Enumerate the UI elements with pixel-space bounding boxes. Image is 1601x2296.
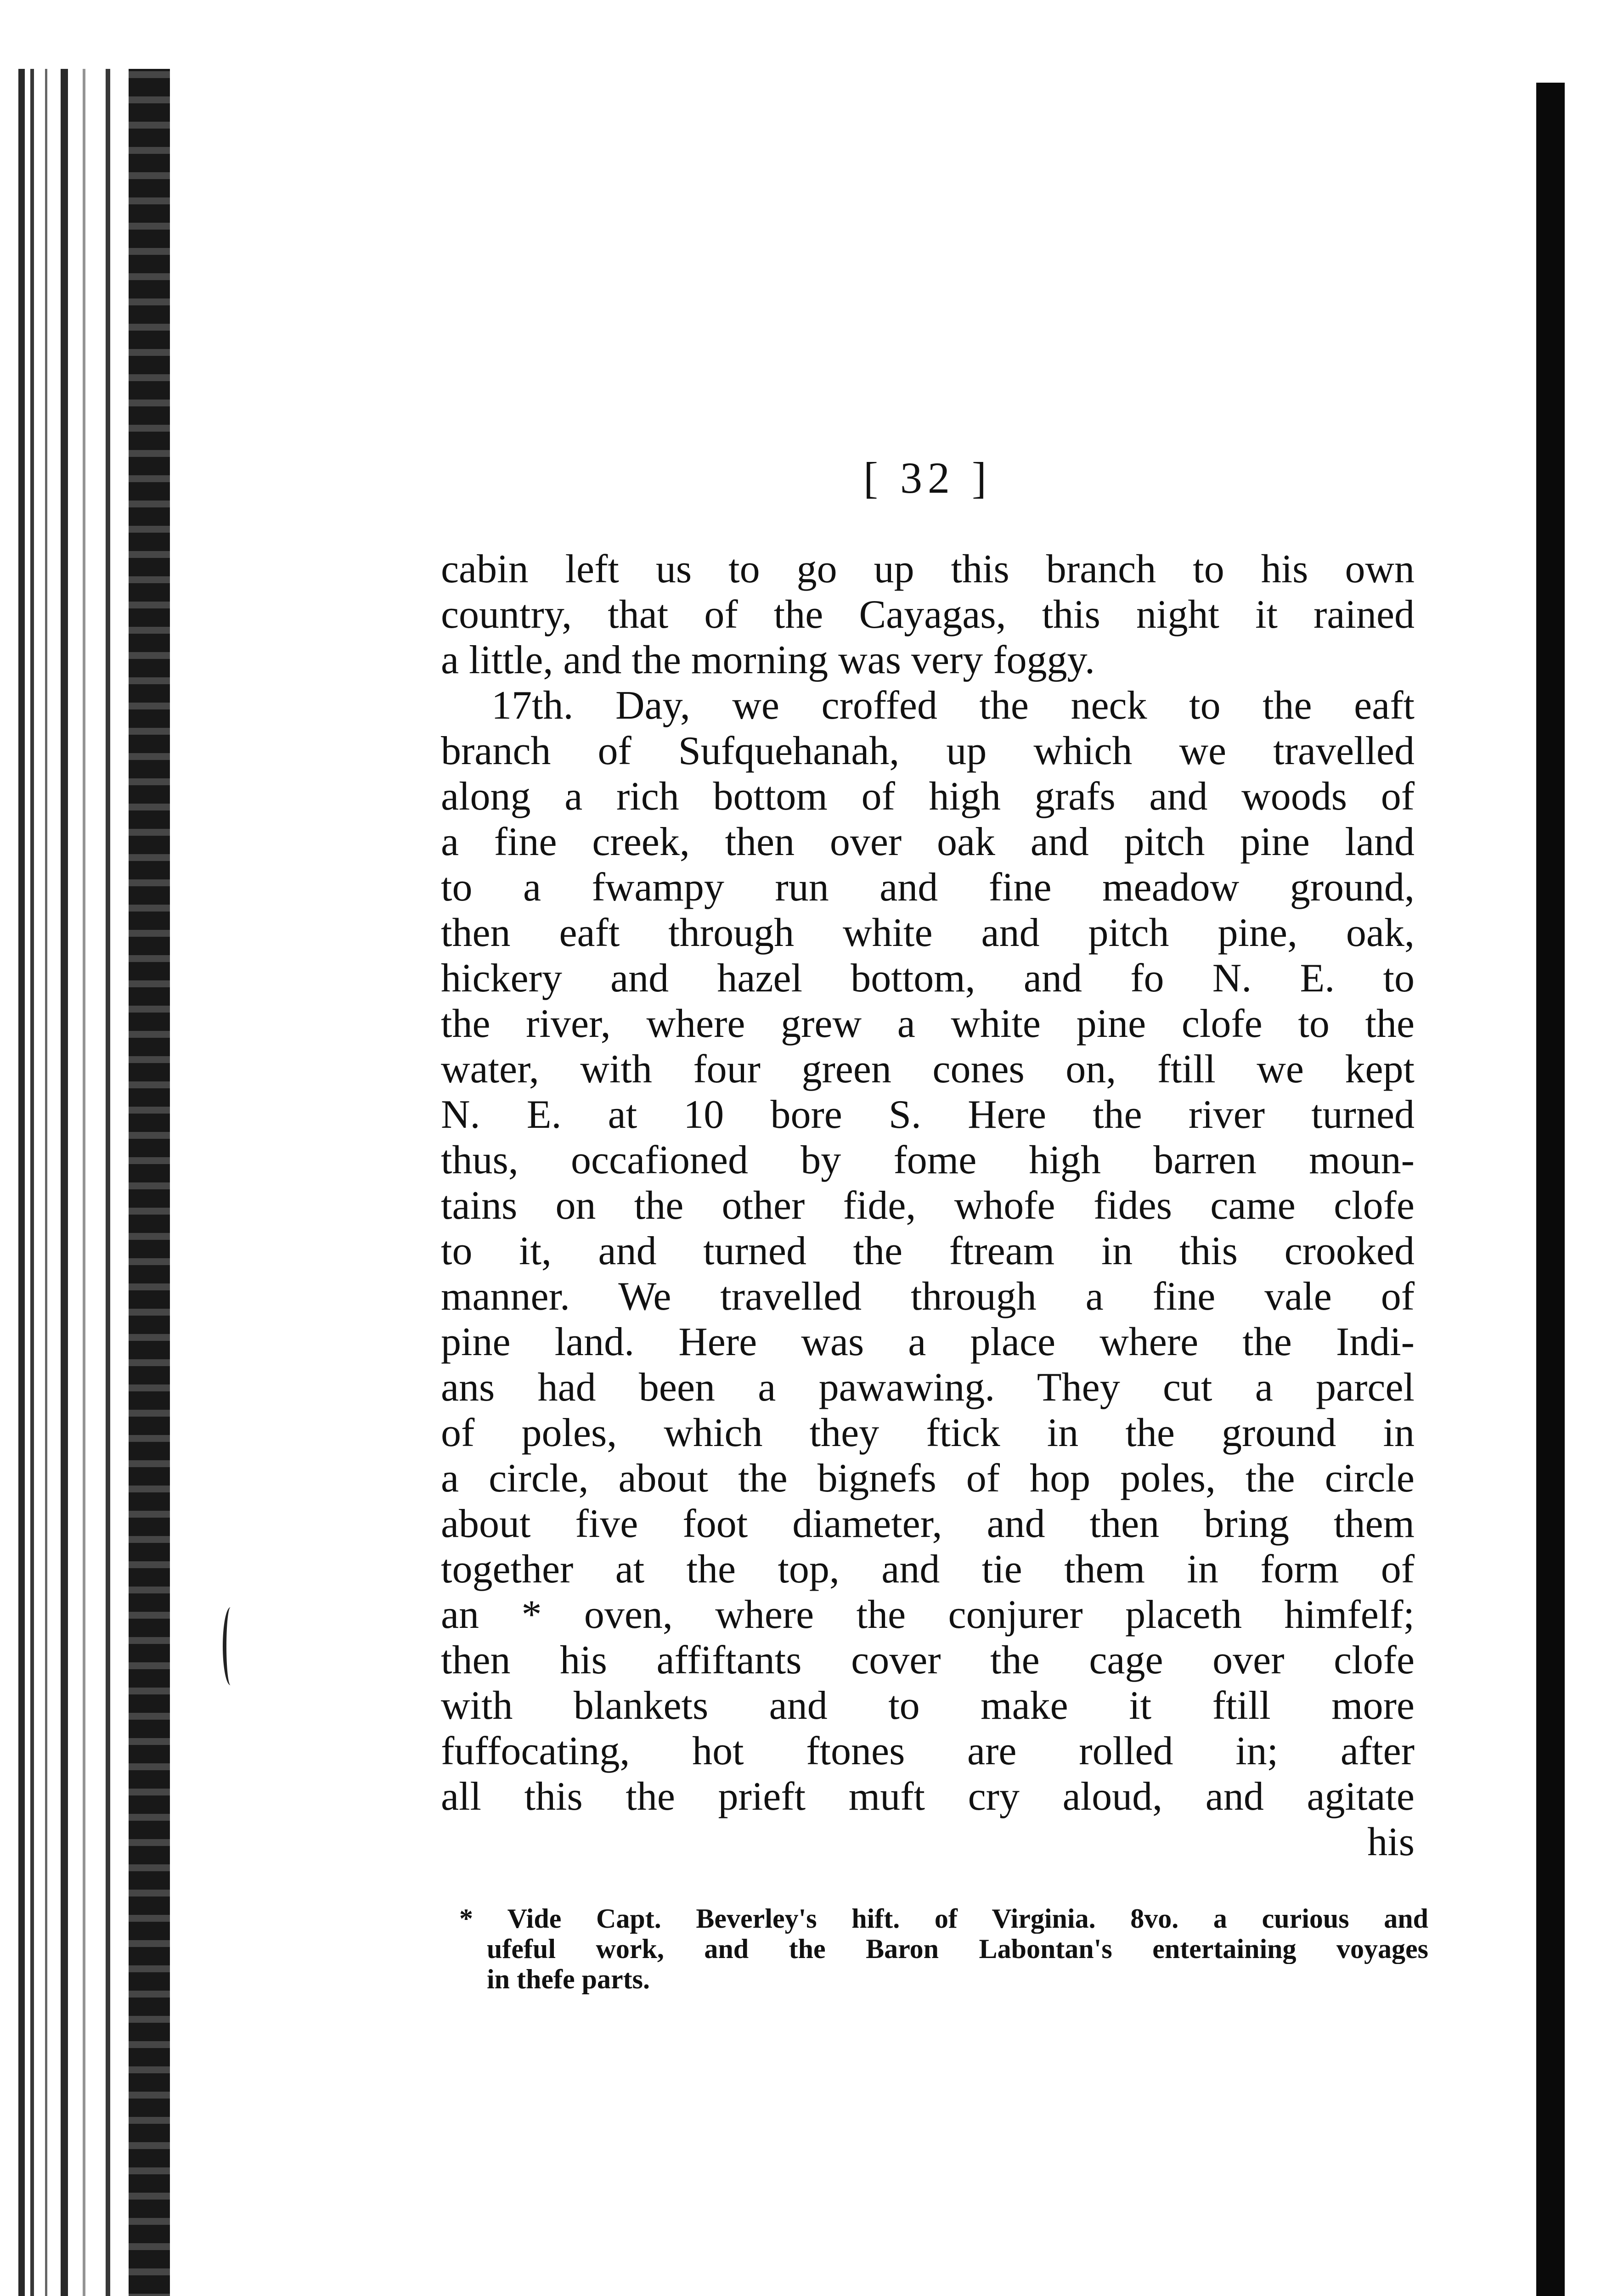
text-line: a little, and the morning was very foggy. [441,638,1095,682]
text-line: a circle, about the bignefs of hop poles, the circle [441,1456,1415,1501]
text-line: 17th. Day, we croffed the neck to the eaft [491,683,1415,728]
text-line: then his affiftants cover the cage over clofe [441,1638,1415,1683]
text-line: an * oven, where the conjurer placeth himfelf; [441,1593,1415,1637]
text-line: to a fwampy run and fine meadow ground, [441,865,1415,910]
text-line: all this the prieft muft cry aloud, and agitate [441,1774,1415,1819]
text-line: cabin left us to go up this branch to his own [441,547,1415,591]
footnote-line: ufeful work, and the Baron Labontan's entertaining voyages [487,1934,1428,1964]
text-line: water, with four green cones on, ftill we kept [441,1047,1415,1092]
text-line: fuffocating, hot ftones are rolled in; after [441,1729,1415,1773]
footnote-line: * Vide Capt. Beverley's hift. of Virginia. 8vo. a curious and [459,1903,1428,1934]
text-line: manner. We travelled through a fine vale of [441,1274,1415,1319]
text-line: to it, and turned the ftream in this crooked [441,1229,1415,1273]
footnote [459,1903,1428,1994]
text-line: with blankets and to make it ftill more [441,1683,1415,1728]
text-line: together at the top, and tie them in form of [441,1547,1415,1592]
text-line: a fine creek, then over oak and pitch pine land [441,820,1415,864]
text-line: pine land. Here was a place where the Indi- [441,1320,1415,1364]
text-line: country, that of the Cayagas, this night it rained [441,592,1415,637]
text-line: branch of Sufquehanah, up which we travelled [441,729,1415,773]
text-line: ans had been a pawawing. They cut a parcel [441,1365,1415,1410]
page-number: [ 32 ] [863,453,992,502]
scan-edge-left [18,69,170,2296]
text-line: then eaft through white and pitch pine, oak, [441,911,1415,955]
body-text [441,546,1415,1865]
text-line: along a rich bottom of high grafs and woods of [441,774,1415,819]
footnote-line: in thefe parts. [487,1964,650,1994]
text-line: about five foot diameter, and then bring them [441,1502,1415,1546]
scan-edge-right [1536,83,1565,2296]
stray-mark [223,1607,238,1685]
text-line: N. E. at 10 bore S. Here the river turned [441,1092,1415,1137]
text-line: of poles, which they ftick in the ground in [441,1411,1415,1455]
text-line: the river, where grew a white pine clofe to the [441,1002,1415,1046]
text-line: tains on the other fide, whofe fides came clofe [441,1183,1415,1228]
text-line: thus, occafioned by fome high barren moun- [441,1138,1415,1182]
text-line: hickery and hazel bottom, and fo N. E. to [441,956,1415,1001]
catchword: his [1367,1820,1415,1864]
